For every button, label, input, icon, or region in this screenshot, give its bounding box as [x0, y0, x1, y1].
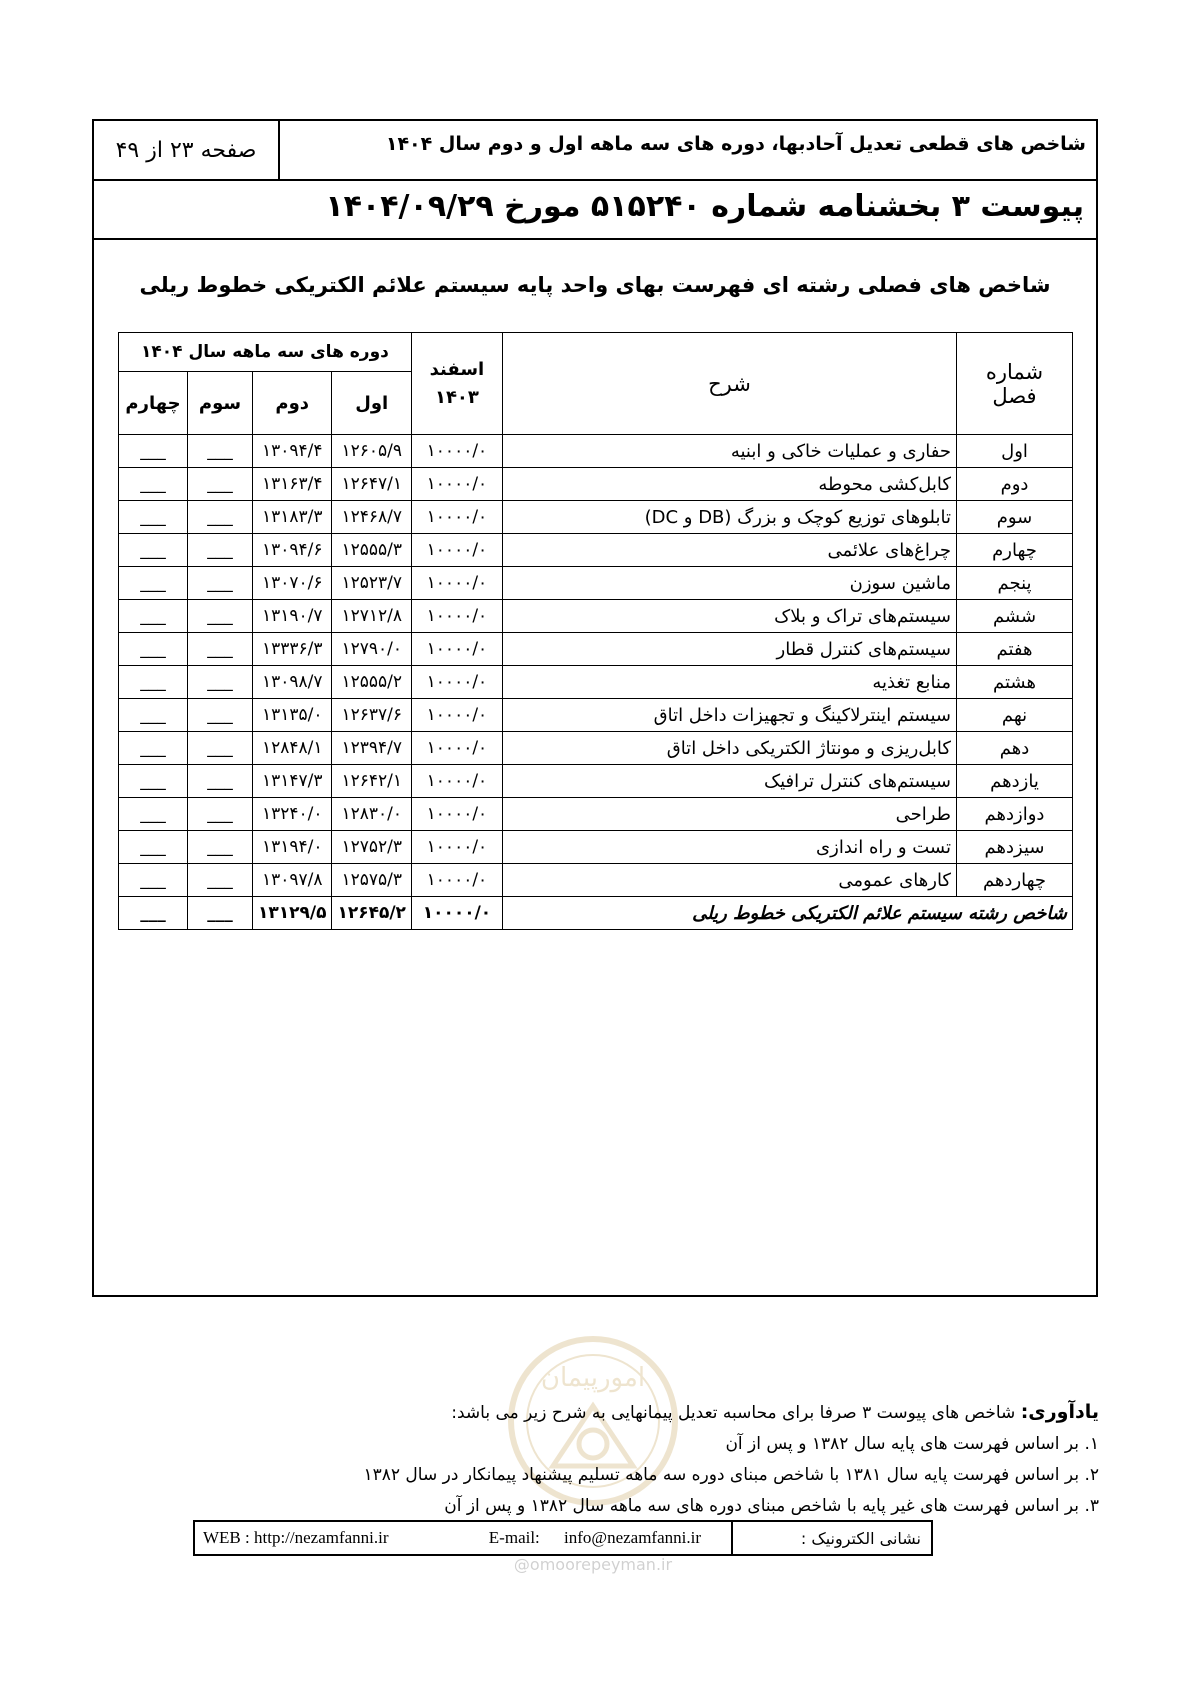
- cell-q1: ۱۲۵۵۵/۳: [332, 534, 411, 567]
- notes-intro: [299, 1397, 1099, 1429]
- cell-description: تابلوهای توزیع کوچک و بزرگ (DB و DC): [502, 501, 956, 534]
- cell-q3: ___: [188, 765, 253, 798]
- cell-q4: ___: [119, 765, 188, 798]
- contact-links: [195, 1522, 731, 1554]
- cell-q2: ۱۳۰۹۸/۷: [253, 666, 332, 699]
- table-row: [119, 765, 1073, 798]
- notes-section: [299, 1397, 1099, 1522]
- cell-q3: ___: [188, 567, 253, 600]
- cell-q1: ۱۲۷۹۰/۰: [332, 633, 411, 666]
- cell-q3: ___: [188, 501, 253, 534]
- cell-q4: ___: [119, 468, 188, 501]
- summary-q4: ___: [119, 897, 188, 930]
- table-row: [119, 864, 1073, 897]
- header-q4: چهارم: [119, 372, 188, 435]
- cell-q2: ۱۳۱۹۰/۷: [253, 600, 332, 633]
- cell-q4: ___: [119, 798, 188, 831]
- table-row: [119, 699, 1073, 732]
- cell-chapter: دوم: [957, 468, 1073, 501]
- index-table: [118, 332, 1073, 930]
- cell-chapter: سیزدهم: [957, 831, 1073, 864]
- cell-description: سیستم‌های کنترل قطار: [502, 633, 956, 666]
- cell-esfand: ۱۰۰۰۰/۰: [411, 468, 502, 501]
- cell-esfand: ۱۰۰۰۰/۰: [411, 666, 502, 699]
- header-q1: اول: [332, 372, 411, 435]
- header-q2: دوم: [253, 372, 332, 435]
- cell-q2: ۱۳۱۹۴/۰: [253, 831, 332, 864]
- cell-q1: ۱۲۶۰۵/۹: [332, 435, 411, 468]
- notes-intro-text: شاخص های پیوست ۳ صرفا برای محاسبه تعدیل پیمانهایی به شرح زیر می باشد:: [451, 1403, 1016, 1423]
- cell-q1: ۱۲۵۵۵/۲: [332, 666, 411, 699]
- cell-q2: ۱۳۰۹۴/۴: [253, 435, 332, 468]
- cell-q2: ۱۳۰۹۷/۸: [253, 864, 332, 897]
- table-row: [119, 567, 1073, 600]
- cell-q4: ___: [119, 633, 188, 666]
- cell-q2: ۱۳۰۹۴/۶: [253, 534, 332, 567]
- cell-chapter: چهاردهم: [957, 864, 1073, 897]
- note-item: ۳. بر اساس فهرست های غیر پایه با شاخص مبنای دوره های سه ماهه سال ۱۳۸۲ و پس از آن: [444, 1496, 1099, 1516]
- cell-esfand: ۱۰۰۰۰/۰: [411, 864, 502, 897]
- cell-description: سیستم‌های تراک و بلاک: [502, 600, 956, 633]
- cell-q3: ___: [188, 435, 253, 468]
- table-row: [119, 798, 1073, 831]
- cell-q2: ۱۲۸۴۸/۱: [253, 732, 332, 765]
- header-esfand: [411, 333, 502, 435]
- cell-q2: ۱۳۱۸۳/۳: [253, 501, 332, 534]
- cell-description: سیستم‌های کنترل ترافیک: [502, 765, 956, 798]
- watermark-logo-text: امورپیمان: [540, 1363, 646, 1393]
- header-esfand-line1: اسفند: [429, 358, 485, 380]
- header-row: [94, 121, 1096, 181]
- cell-q1: ۱۲۷۵۲/۳: [332, 831, 411, 864]
- cell-esfand: ۱۰۰۰۰/۰: [411, 567, 502, 600]
- cell-chapter: دوازدهم: [957, 798, 1073, 831]
- summary-q3: ___: [188, 897, 253, 930]
- cell-q1: ۱۲۷۱۲/۸: [332, 600, 411, 633]
- cell-esfand: ۱۰۰۰۰/۰: [411, 732, 502, 765]
- cell-q4: ___: [119, 732, 188, 765]
- cell-q3: ___: [188, 600, 253, 633]
- cell-q2: ۱۳۳۳۶/۳: [253, 633, 332, 666]
- summary-esfand: ۱۰۰۰۰/۰: [411, 897, 502, 930]
- cell-q1: ۱۲۴۶۸/۷: [332, 501, 411, 534]
- cell-q4: ___: [119, 600, 188, 633]
- table-title: شاخص های فصلی رشته ای فهرست بهای واحد پایه سیستم علائم الکتریکی خطوط ریلی: [139, 273, 1051, 297]
- cell-q3: ___: [188, 798, 253, 831]
- page-number: صفحه ۲۳ از ۴۹: [94, 121, 280, 179]
- contact-box: [193, 1520, 933, 1556]
- table-row: [119, 666, 1073, 699]
- cell-q3: ___: [188, 534, 253, 567]
- summary-row: [119, 897, 1073, 930]
- cell-q1: ۱۲۶۳۷/۶: [332, 699, 411, 732]
- cell-description: حفاری و عملیات خاکی و ابنیه: [502, 435, 956, 468]
- header-description: شرح: [502, 333, 956, 435]
- summary-q1: ۱۲۶۴۵/۲: [332, 897, 411, 930]
- cell-description: منابع تغذیه: [502, 666, 956, 699]
- cell-q2: ۱۳۱۳۵/۰: [253, 699, 332, 732]
- cell-chapter: چهارم: [957, 534, 1073, 567]
- cell-description: تست و راه اندازی: [502, 831, 956, 864]
- table-row: [119, 633, 1073, 666]
- cell-q2: ۱۳۰۷۰/۶: [253, 567, 332, 600]
- cell-chapter: هشتم: [957, 666, 1073, 699]
- cell-q1: ۱۲۵۷۵/۳: [332, 864, 411, 897]
- cell-q4: ___: [119, 864, 188, 897]
- table-row: [119, 732, 1073, 765]
- cell-description: طراحی: [502, 798, 956, 831]
- cell-q3: ___: [188, 831, 253, 864]
- cell-chapter: نهم: [957, 699, 1073, 732]
- cell-description: سیستم اینترلاکینگ و تجهیزات داخل اتاق: [502, 699, 956, 732]
- table-row: [119, 501, 1073, 534]
- table-row: [119, 831, 1073, 864]
- email-label: E-mail:: [488, 1528, 540, 1547]
- cell-q4: ___: [119, 699, 188, 732]
- cell-q3: ___: [188, 666, 253, 699]
- cell-esfand: ۱۰۰۰۰/۰: [411, 633, 502, 666]
- table-row: [119, 468, 1073, 501]
- cell-q4: ___: [119, 534, 188, 567]
- cell-q4: ___: [119, 501, 188, 534]
- notes-lead: یادآوری:: [1020, 1401, 1099, 1423]
- cell-q1: ۱۲۶۴۷/۱: [332, 468, 411, 501]
- table-row: [119, 435, 1073, 468]
- cell-q4: ___: [119, 567, 188, 600]
- watermark-site: @omoorepeyman.ir: [513, 1555, 673, 1574]
- cell-description: کارهای عمومی: [502, 864, 956, 897]
- cell-description: ماشین سوزن: [502, 567, 956, 600]
- cell-q1: ۱۲۳۹۴/۷: [332, 732, 411, 765]
- cell-q3: ___: [188, 633, 253, 666]
- cell-chapter: ششم: [957, 600, 1073, 633]
- cell-q3: ___: [188, 468, 253, 501]
- cell-description: چراغ‌های علائمی: [502, 534, 956, 567]
- document-title: شاخص های قطعی تعدیل آحادبها، دوره های سه ماهه اول و دوم سال ۱۴۰۴: [385, 133, 1086, 155]
- header-esfand-line2: ۱۴۰۳: [434, 386, 479, 408]
- cell-q1: ۱۲۶۴۲/۱: [332, 765, 411, 798]
- cell-q4: ___: [119, 831, 188, 864]
- document-frame: [92, 119, 1098, 1297]
- annex-title: پیوست ۳ بخشنامه شماره ۵۱۵۲۴۰ مورخ ۱۴۰۴/۰۹/۲۹: [325, 189, 1084, 224]
- cell-q2: ۱۳۲۴۰/۰: [253, 798, 332, 831]
- cell-q2: ۱۳۱۶۳/۴: [253, 468, 332, 501]
- summary-q2: ۱۳۱۲۹/۵: [253, 897, 332, 930]
- note-item: ۲. بر اساس فهرست پایه سال ۱۳۸۱ با شاخص مبنای دوره سه ماهه تسلیم پیشنهاد پیمانکار در سال ۱۳۸۲: [363, 1465, 1099, 1485]
- cell-description: کابل‌کشی محوطه: [502, 468, 956, 501]
- table-row: [119, 534, 1073, 567]
- summary-description: شاخص رشته سیستم علائم الکتریکی خطوط ریلی: [502, 897, 1072, 930]
- header-chapter: شماره فصل: [957, 333, 1073, 435]
- cell-esfand: ۱۰۰۰۰/۰: [411, 798, 502, 831]
- cell-q1: ۱۲۵۲۳/۷: [332, 567, 411, 600]
- cell-q3: ___: [188, 732, 253, 765]
- table-row: [119, 600, 1073, 633]
- cell-q2: ۱۳۱۴۷/۳: [253, 765, 332, 798]
- cell-esfand: ۱۰۰۰۰/۰: [411, 501, 502, 534]
- cell-q4: ___: [119, 435, 188, 468]
- cell-description: کابل‌ریزی و مونتاژ الکتریکی داخل اتاق: [502, 732, 956, 765]
- cell-esfand: ۱۰۰۰۰/۰: [411, 435, 502, 468]
- cell-q1: ۱۲۸۳۰/۰: [332, 798, 411, 831]
- cell-q3: ___: [188, 864, 253, 897]
- header-q3: سوم: [188, 372, 253, 435]
- cell-chapter: یازدهم: [957, 765, 1073, 798]
- cell-esfand: ۱۰۰۰۰/۰: [411, 534, 502, 567]
- annex-row: [94, 181, 1096, 240]
- cell-esfand: ۱۰۰۰۰/۰: [411, 831, 502, 864]
- note-item: ۱. بر اساس فهرست های پایه سال ۱۳۸۲ و پس از آن: [725, 1434, 1099, 1454]
- cell-esfand: ۱۰۰۰۰/۰: [411, 765, 502, 798]
- cell-chapter: پنجم: [957, 567, 1073, 600]
- cell-chapter: سوم: [957, 501, 1073, 534]
- email-group: [489, 1528, 701, 1548]
- cell-chapter: اول: [957, 435, 1073, 468]
- header-quarters-group: دوره های سه ماهه سال ۱۴۰۴: [119, 333, 412, 372]
- cell-q4: ___: [119, 666, 188, 699]
- cell-chapter: هفتم: [957, 633, 1073, 666]
- web-link[interactable]: WEB : http://nezamfanni.ir: [203, 1528, 389, 1547]
- email-link[interactable]: info@nezamfanni.ir: [564, 1528, 701, 1547]
- cell-esfand: ۱۰۰۰۰/۰: [411, 600, 502, 633]
- cell-chapter: دهم: [957, 732, 1073, 765]
- cell-q3: ___: [188, 699, 253, 732]
- cell-esfand: ۱۰۰۰۰/۰: [411, 699, 502, 732]
- contact-label: نشانی الکترونیک :: [731, 1522, 931, 1554]
